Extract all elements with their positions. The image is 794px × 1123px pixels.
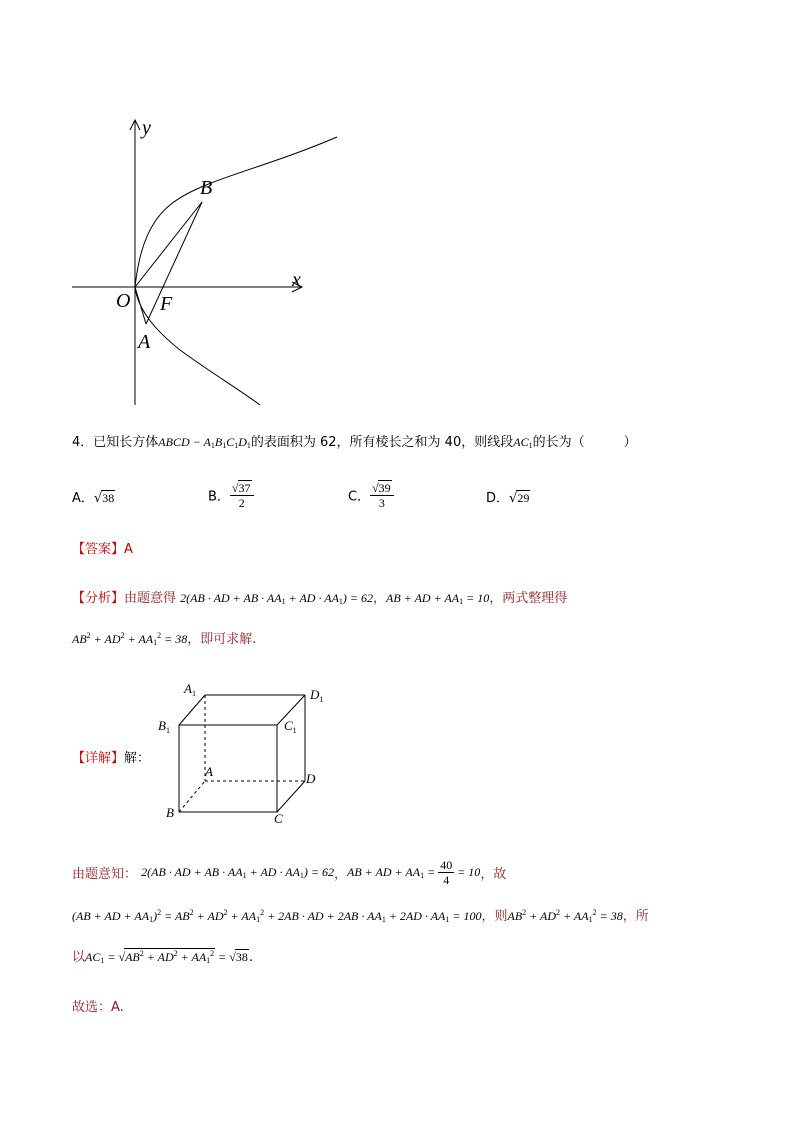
label-C1: $C_1$ bbox=[284, 718, 297, 735]
label-A: A bbox=[138, 331, 151, 353]
analysis-line-2: $AB^2 + AD^2 + AA_1^2 = 38$，即可求解. bbox=[72, 631, 257, 647]
label-F: F bbox=[160, 293, 173, 315]
detail-line-3: 以$AC_1 = √AB^2 + AD^2 + AA_1^2 = √38$. bbox=[72, 949, 254, 965]
parabola-figure bbox=[60, 110, 360, 410]
detail-line-2: (AB + AD + $AA_1)^2 = AB^2 + AD^2 + AA_1^2 + 2AB$ · AD + $2AB \cdot AA_1 + 2AD \cdot AA_1 = 100$，则$AB^2 + AD^2 + AA_1^2 = 38$，所 bbox=[72, 908, 649, 924]
final-answer: 故选：A. bbox=[72, 1000, 124, 1015]
answer-line: 【答案】A bbox=[72, 542, 133, 557]
detail-heading: 【详解】解： bbox=[72, 751, 151, 766]
label-x: x bbox=[292, 269, 301, 291]
label-B1: $B_1$ bbox=[158, 718, 170, 735]
cuboid-front-face bbox=[179, 725, 277, 812]
label-D: D bbox=[306, 771, 316, 786]
segment-OA bbox=[135, 287, 146, 324]
label-C: C bbox=[274, 811, 283, 826]
option-d[interactable]: D．√29 bbox=[486, 491, 530, 506]
label-A1: $A_1$ bbox=[184, 681, 196, 698]
edge-AB bbox=[179, 781, 205, 812]
cuboid-figure bbox=[150, 675, 340, 830]
label-B: B bbox=[200, 177, 213, 199]
option-b[interactable]: B． $\frac{√37}{2}$ bbox=[208, 480, 254, 510]
option-a[interactable]: A．√38 bbox=[72, 491, 115, 506]
detail-line-1: 由题意知： 2(AB · AD + AB · $AA_1$ + AD · $AA_1) = 62$，AB + AD + $AA_1$ = $\frac{40}{4}$ = 10，故 bbox=[72, 858, 507, 887]
label-D1: $D_1$ bbox=[310, 687, 324, 704]
label-O: O bbox=[116, 290, 131, 312]
option-c[interactable]: C． $\frac{√39}{3}$ bbox=[348, 480, 394, 510]
parabola-curve bbox=[135, 137, 337, 405]
edge-B1A1 bbox=[179, 695, 205, 725]
label-y: y bbox=[142, 117, 151, 139]
edge-CD bbox=[277, 781, 305, 812]
label-A: A bbox=[205, 764, 213, 779]
analysis-line-1: 【分析】由题意得 2(AB · AD + AB · $AA_1$ + AD · $AA_1) = 62$，AB + AD + $AA_1 = 10$，两式整理得 bbox=[72, 591, 568, 606]
label-B: B bbox=[166, 805, 174, 820]
question-stem: 4．已知长方体ABCD − $A_1B_1C_1D_1$的表面积为 62，所有棱长之和为 40，则线段$AC_1$的长为（ ） bbox=[72, 435, 637, 450]
